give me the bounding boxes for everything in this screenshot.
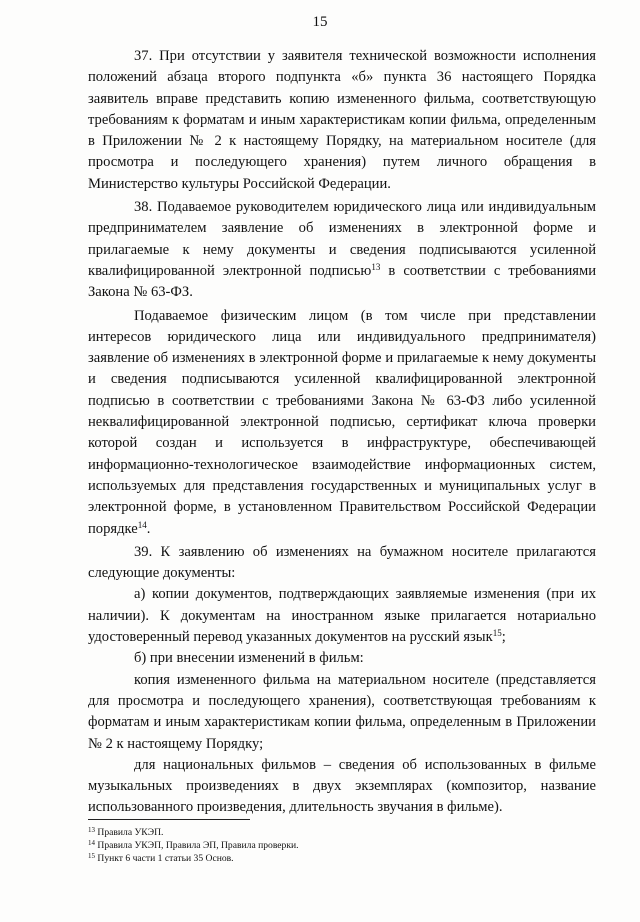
paragraph-39-b-1-text: копия измененного фильма на материальном носителе (представляется для просмотра и последующего хранения), соответствующая требованиям к форматам и иным характеристикам копии фильма, определенным в Приложении № 2 к настоящему Порядку;	[88, 671, 596, 752]
paragraph-39-a	[88, 584, 596, 648]
footnote-14-number: 14	[88, 839, 95, 847]
paragraph-37-text: 37. При отсутствии у заявителя технической возможности исполнения положений абзаца второго подпункта «б» пункта 36 настоящего Порядка заявитель вправе представить копию измененного фильма, соответствующую требованиям к форматам и иным характеристикам копии фильма, определенным в Приложении № 2 к настоящему Порядку, на материальном носителе (для просмотра и последующего хранения) путем личного обращения в Министерство культуры Российской Федерации.	[88, 48, 596, 192]
paragraph-38-text: 38. Подаваемое руководителем юридического лица или индивидуальным предпринимателем заявление об изменениях в электронной форме и прилагаемые к нему документы и сведения подписываются усиленной квалифицированной электронной подписью	[88, 199, 596, 279]
paragraph-39-b-1	[88, 670, 596, 755]
footnote-15	[88, 852, 596, 865]
paragraph-39	[88, 542, 596, 585]
footnote-14	[88, 839, 596, 852]
paragraph-39-b-2-text: для национальных фильмов – сведения об использованных в фильме музыкальных произведениях в двух экземплярах (композитор, название использованного произведения, длительность звучания в фильме).	[88, 756, 596, 816]
footnote-15-number: 15	[88, 852, 95, 860]
paragraph-39-b-text: б) при внесении изменений в фильм:	[134, 650, 364, 667]
footnote-ref-14: 14	[137, 519, 147, 530]
paragraph-39-b-2	[88, 755, 596, 819]
paragraph-38-text-end: в соответствии с требованиями Закона № 63-ФЗ.	[88, 262, 597, 301]
footnote-ref-13: 13	[371, 261, 381, 272]
paragraph-38-second	[88, 306, 596, 540]
document-body	[88, 46, 596, 819]
footnote-ref-15: 15	[492, 628, 502, 639]
paragraph-38	[88, 197, 596, 303]
paragraph-39-a-text: а) копии документов, подтверждающих заявляемые изменения (при их наличии). К документам на иностранном языке прилагается нотариально удостоверенный перевод указанных документов на русский язык	[88, 586, 596, 646]
footnote-separator	[88, 819, 250, 820]
footnote-13-number: 13	[88, 826, 95, 834]
footnote-13-text: Правила УКЭП.	[95, 827, 164, 838]
footnote-13	[88, 826, 596, 839]
paragraph-38-second-text: Подаваемое физическим лицом (в том числе при представлении интересов юридического лица или индивидуального предпринимателя) заявление об изменениях в электронной форме и прилагаемые к нему документы и сведения подписываются усиленной квалифицированной электронной подписью в соответствии с требованиями Закона № 63-ФЗ либо усиленной неквалифицированной электронной подписью, сертификат ключа проверки которой создан и используется в инфраструктуре, обеспечивающей информационно-технологическое взаимодействие информационных систем, используемых для представления государственных и муниципальных услуг в электронной форме, в установленном Правительством Российской Федерации порядке	[88, 307, 596, 537]
footnote-15-text: Пункт 6 части 1 статьи 35 Основ.	[95, 853, 234, 864]
paragraph-37	[88, 46, 596, 195]
footnotes	[88, 826, 596, 865]
footnote-14-text: Правила УКЭП, Правила ЭП, Правила проверки.	[95, 840, 299, 851]
paragraph-38-second-end: .	[146, 520, 151, 537]
paragraph-39-a-end: ;	[501, 629, 506, 646]
page-number: 15	[312, 14, 328, 30]
paragraph-39-text: 39. К заявлению об изменениях на бумажном носителе прилагаются следующие документы:	[88, 543, 596, 582]
paragraph-39-b	[88, 648, 596, 669]
